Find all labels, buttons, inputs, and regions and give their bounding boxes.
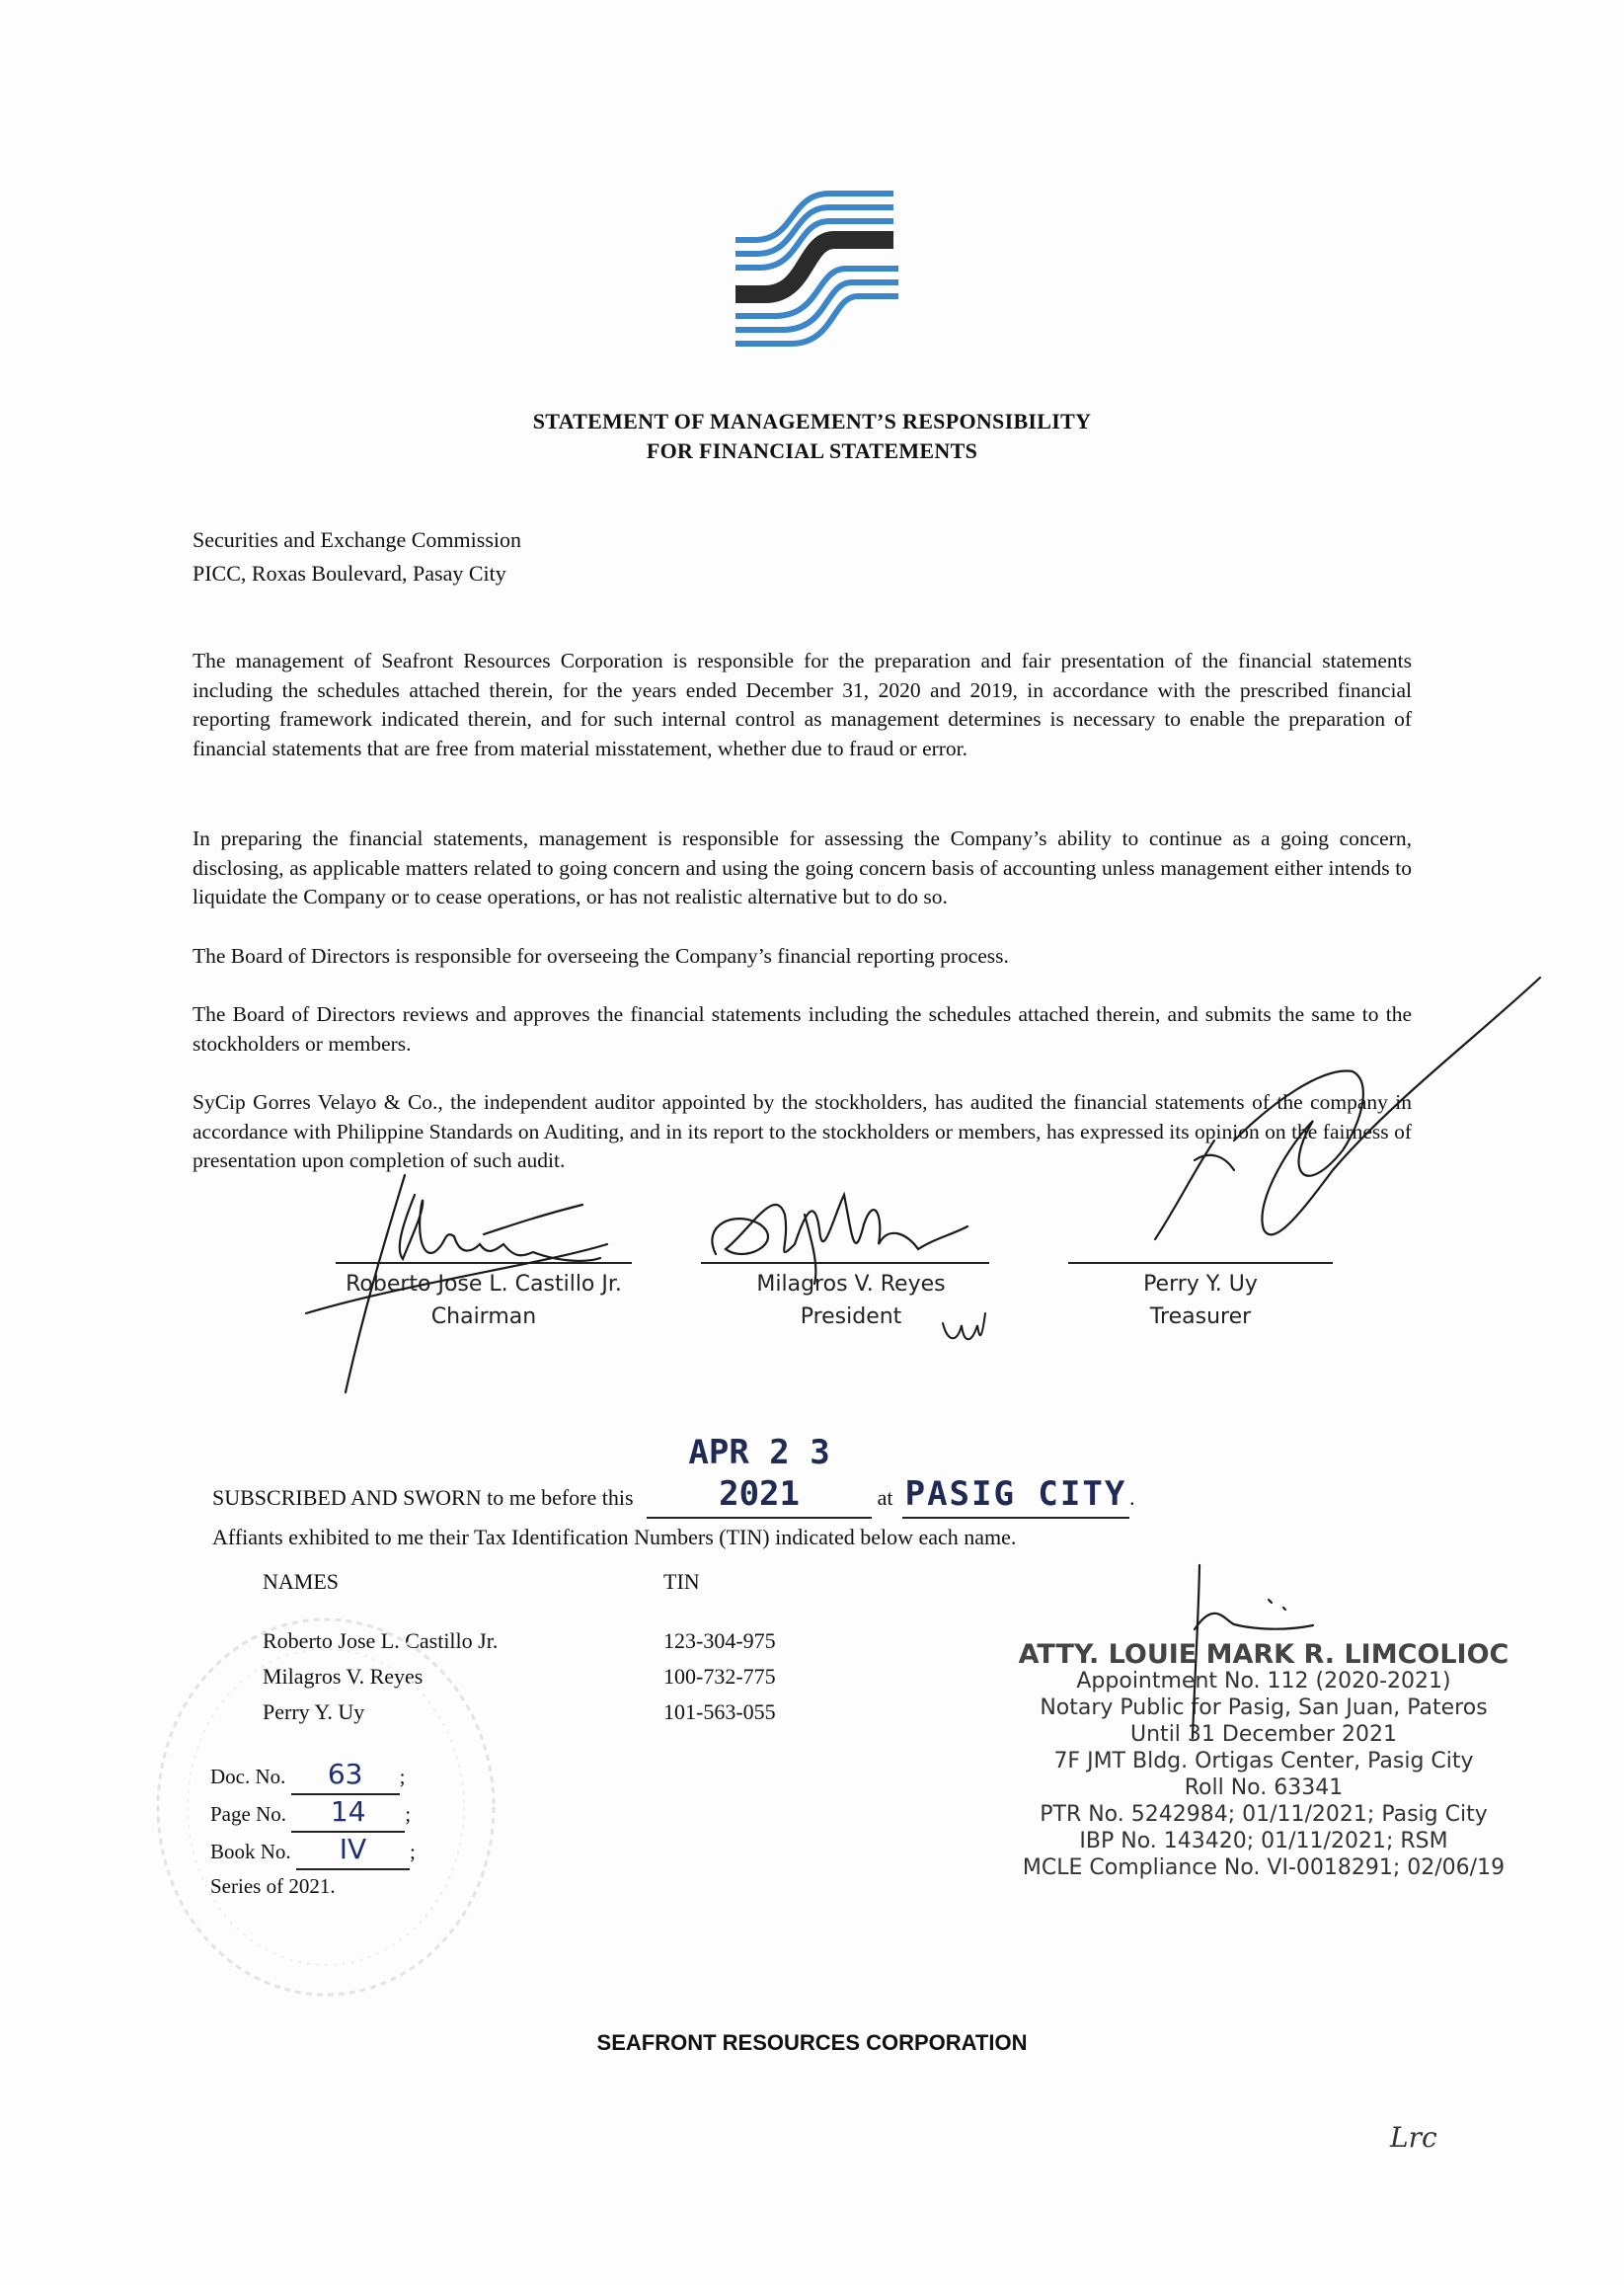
signatory-name: Perry Y. Uy (1143, 1272, 1258, 1297)
table-row-tin: 100-732-775 (663, 1664, 776, 1689)
series-row: Series of 2021. (210, 1874, 336, 1898)
paragraph-4: The Board of Directors reviews and approves the financial statements including the schedules attached therein, and submits the same to the stockholders or members. (193, 1002, 1412, 1056)
sworn-prefix: SUBSCRIBED AND SWORN to me before this (212, 1485, 634, 1510)
page-no-row (210, 1795, 416, 1833)
notary-block (987, 1641, 1540, 1881)
document-title-line2: FOR FINANCIAL STATEMENTS (646, 438, 978, 463)
notary-line: Until 31 December 2021 (1130, 1722, 1397, 1747)
signatory-name: Milagros V. Reyes (756, 1272, 946, 1297)
signature-line-treasurer (1068, 1262, 1333, 1264)
sworn-suffix: . (1128, 1485, 1135, 1510)
book-sep: ; (409, 1840, 416, 1863)
table-row-name: Roberto Jose L. Castillo Jr. (263, 1628, 499, 1653)
signatory-chairman (296, 1272, 671, 1329)
doc-no-row (210, 1758, 416, 1795)
book-no-value: IV (339, 1833, 367, 1865)
paragraph-5: SyCip Gorres Velayo & Co., the independent auditor appointed by the stockholders, has audited the financial statements of the company in accordance with Philippine Standards on Auditing, and in its report to the stockholders or members, has expressed its opinion on the fairness of presentation upon completion of such audit. (193, 1090, 1412, 1172)
paragraph-1: The management of Seafront Resources Corporation is responsible for the preparation and fair presentation of the financial statements including the schedules attached therein, for the years ended December 31, 2020 and 2019, in accordance with the prescribed financial reporting framework indicated therein, and for such internal control as management determines is necessary to enable the preparation of financial statements that are free from material misstatement, whether due to fraud or error. (193, 649, 1412, 760)
notary-name: ATTY. LOUIE MARK R. LIMCOLIOC (1018, 1639, 1509, 1670)
sec-logo-icon (735, 186, 903, 354)
table-row-name: Perry Y. Uy (263, 1699, 365, 1724)
signatory-title: President (800, 1304, 902, 1329)
signatory-title: Treasurer (1149, 1304, 1252, 1329)
doc-no-label: Doc. No. (210, 1765, 286, 1788)
paragraph-3: The Board of Directors is responsible for overseeing the Company’s financial reporting process. (193, 944, 1009, 968)
notary-line: Appointment No. 112 (2020-2021) (1076, 1669, 1451, 1694)
table-row-tin: 101-563-055 (663, 1699, 776, 1724)
notary-line: PTR No. 5242984; 01/11/2021; Pasig City (1040, 1802, 1488, 1827)
sworn-line2: Affiants exhibited to me their Tax Identification Numbers (TIN) indicated below each name. (212, 1525, 1017, 1549)
sworn-place-stamp: PASIG CITY (904, 1474, 1127, 1514)
signatory-president (663, 1272, 1039, 1329)
page-no-label: Page No. (210, 1802, 286, 1826)
notary-line: Roll No. 63341 (1184, 1775, 1344, 1800)
tin-values-column (663, 1623, 776, 1730)
notary-line: IBP No. 143420; 01/11/2021; RSM (1079, 1829, 1448, 1853)
page-no-value: 14 (330, 1795, 366, 1828)
document-title-line1: STATEMENT OF MANAGEMENT’S RESPONSIBILITY (532, 409, 1092, 433)
table-row-name: Milagros V. Reyes (263, 1664, 424, 1689)
signature-line-chairman (336, 1262, 632, 1264)
page-sep: ; (405, 1802, 412, 1826)
book-no-label: Book No. (210, 1840, 291, 1863)
handwritten-initials: Lrc (1390, 2121, 1437, 2154)
signatory-treasurer (1013, 1272, 1388, 1329)
paragraph-2: In preparing the financial statements, management is responsible for assessing the Company’s ability to continue as a going concern, disclosing, as applicable matters related to going concern and using the going concern basis of accounting unless management either intends to liquidate the Company or to cease operations, or has not realistic alternative but to do so. (193, 827, 1412, 908)
sworn-date-stamp: APR 2 3 2021 (688, 1433, 830, 1514)
company-footer: SEAFRONT RESOURCES CORPORATION (596, 2030, 1028, 2055)
book-no-row (210, 1833, 416, 1870)
signature-line-president (701, 1262, 989, 1264)
notary-line: Notary Public for Pasig, San Juan, Pateros (1040, 1695, 1488, 1720)
tin-header-tin: TIN (663, 1569, 700, 1594)
sworn-at: at (877, 1485, 893, 1510)
doc-info (210, 1758, 416, 1903)
table-row-tin: 123-304-975 (663, 1628, 776, 1653)
doc-sep: ; (399, 1765, 406, 1788)
addressee-line1: Securities and Exchange Commission (193, 527, 521, 552)
addressee (193, 523, 521, 591)
notary-line: 7F JMT Bldg. Ortigas Center, Pasig City (1053, 1749, 1474, 1773)
signatory-title: Chairman (430, 1304, 537, 1329)
signatory-name: Roberto Jose L. Castillo Jr. (346, 1272, 622, 1297)
sworn-statement (212, 1434, 1134, 1556)
addressee-line2: PICC, Roxas Boulevard, Pasay City (193, 561, 506, 586)
notary-line: MCLE Compliance No. VI-0018291; 02/06/19 (1022, 1855, 1506, 1880)
doc-no-value: 63 (327, 1758, 363, 1790)
tin-header-names: NAMES (263, 1569, 340, 1594)
